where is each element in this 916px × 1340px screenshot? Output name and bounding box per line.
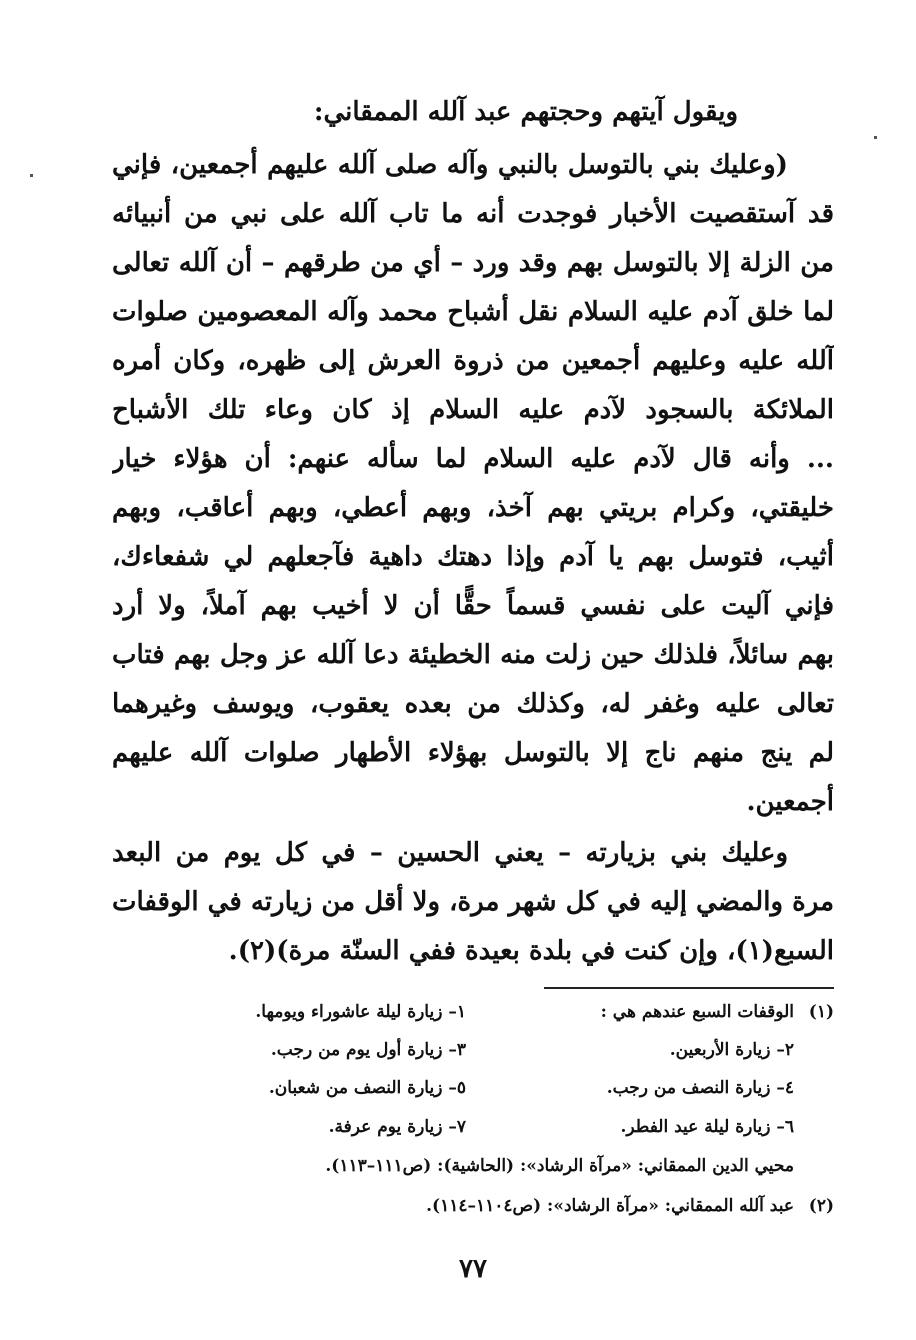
scan-speck [30,174,33,177]
document-page [112,84,834,1314]
footnote-row [112,1111,834,1143]
text-line: آلله عليه وعليهم أجمعين من ذروة العرش إلى ظهره، وكان أمره [112,346,834,376]
footnote-item: ٦– زيارة ليلة عيد الفطر. [620,1117,794,1137]
text-line: مرة والمضي إليه في كل شهر مرة، ولا أقل من زيارته في الوقفات [112,887,834,917]
text-line: بهم سائلاً، فلذلك حين زلت منه الخطيئة دعا آلله عز وجل بهم فتاب [112,640,834,670]
footnote-row [112,1072,834,1104]
text-line: أجمعين. [746,787,834,817]
text-line: تعالى عليه وغفر له، وكذلك من بعده يعقوب، ويوسف وغيرهما [112,689,834,719]
text-line: الملائكة بالسجود لآدم عليه السلام إذ كان وعاء تلك الأشباح [112,395,834,425]
footnote-2-text: عبد آلله الممقاني: «مرآة الرشاد»: (ص١١٠٤–١١٤). [426,1196,794,1216]
text-line: فإني آليت على نفسي قسماً حقًّا أن لا أخيب بهم آملاً، ولا أرد [112,591,834,621]
scan-speck [874,136,877,139]
footnote-1-intro: الوقفات السبع عندهم هي : [600,1002,794,1022]
footnote-row [112,996,834,1028]
text-line: لم ينج منهم ناج إلا بالتوسل بهؤلاء الأطهار صلوات آلله عليهم [112,738,834,768]
text-line: (وعليك بني بالتوسل بالنبي وآله صلى آلله عليهم أجمعين، فإني [112,150,788,180]
footnote-1-source: محيي الدين الممقاني: «مرآة الرشاد»: (الحاشية): (ص١١١–١١٣). [325,1156,794,1176]
text-line: من الزلة إلا بالتوسل بهم وقد ورد – أي من طرقهم – أن آلله تعالى [112,248,834,278]
text-line: السبع(١)، وإن كنت في بلدة بعيدة ففي السنّة مرة)(٢). [228,936,834,966]
footnote-row [112,1190,834,1222]
footnote-1-marker: (١) [808,1002,834,1022]
footnote-separator [544,987,834,989]
text-line: ... وأنه قال لآدم عليه السلام لما سأله عنهم: أن هؤلاء خيار [112,444,834,474]
text-line: أثيب، فتوسل بهم يا آدم وإذا دهتك داهية فآجعلهم لي شفعاءك، [112,542,834,572]
page-number: ٧٧ [459,1254,487,1284]
footnote-item: ٢– زيارة الأربعين. [669,1040,794,1060]
text-line: لما خلق آدم عليه السلام نقل أشباح محمد وآله المعصومين صلوات [112,297,834,327]
footnote-item: ٧– زيارة يوم عرفة. [328,1117,466,1137]
intro-line: ويقول آيتهم وحجتهم عبد آلله الممقاني: [313,97,738,127]
footnote-item: ٥– زيارة النصف من شعبان. [268,1078,466,1098]
text-line: قد آستقصيت الأخبار فوجدت أنه ما تاب آلله على نبي من أنبيائه [112,199,834,229]
footnote-2-marker: (٢) [808,1196,834,1216]
footnote-row [112,1150,834,1182]
text-line: وعليك بني بزيارته – يعني الحسين – في كل يوم من البعد [112,838,788,868]
text-line: خليقتي، وكرام بريتي بهم آخذ، وبهم أعطي، وبهم أعاقب، وبهم [112,493,834,523]
footnote-item: ٤– زيارة النصف من رجب. [606,1078,794,1098]
footnote-item: ٣– زيارة أول يوم من رجب. [270,1040,466,1060]
footnote-item: ١– زيارة ليلة عاشوراء ويومها. [255,1002,466,1022]
footnote-row [112,1034,834,1066]
